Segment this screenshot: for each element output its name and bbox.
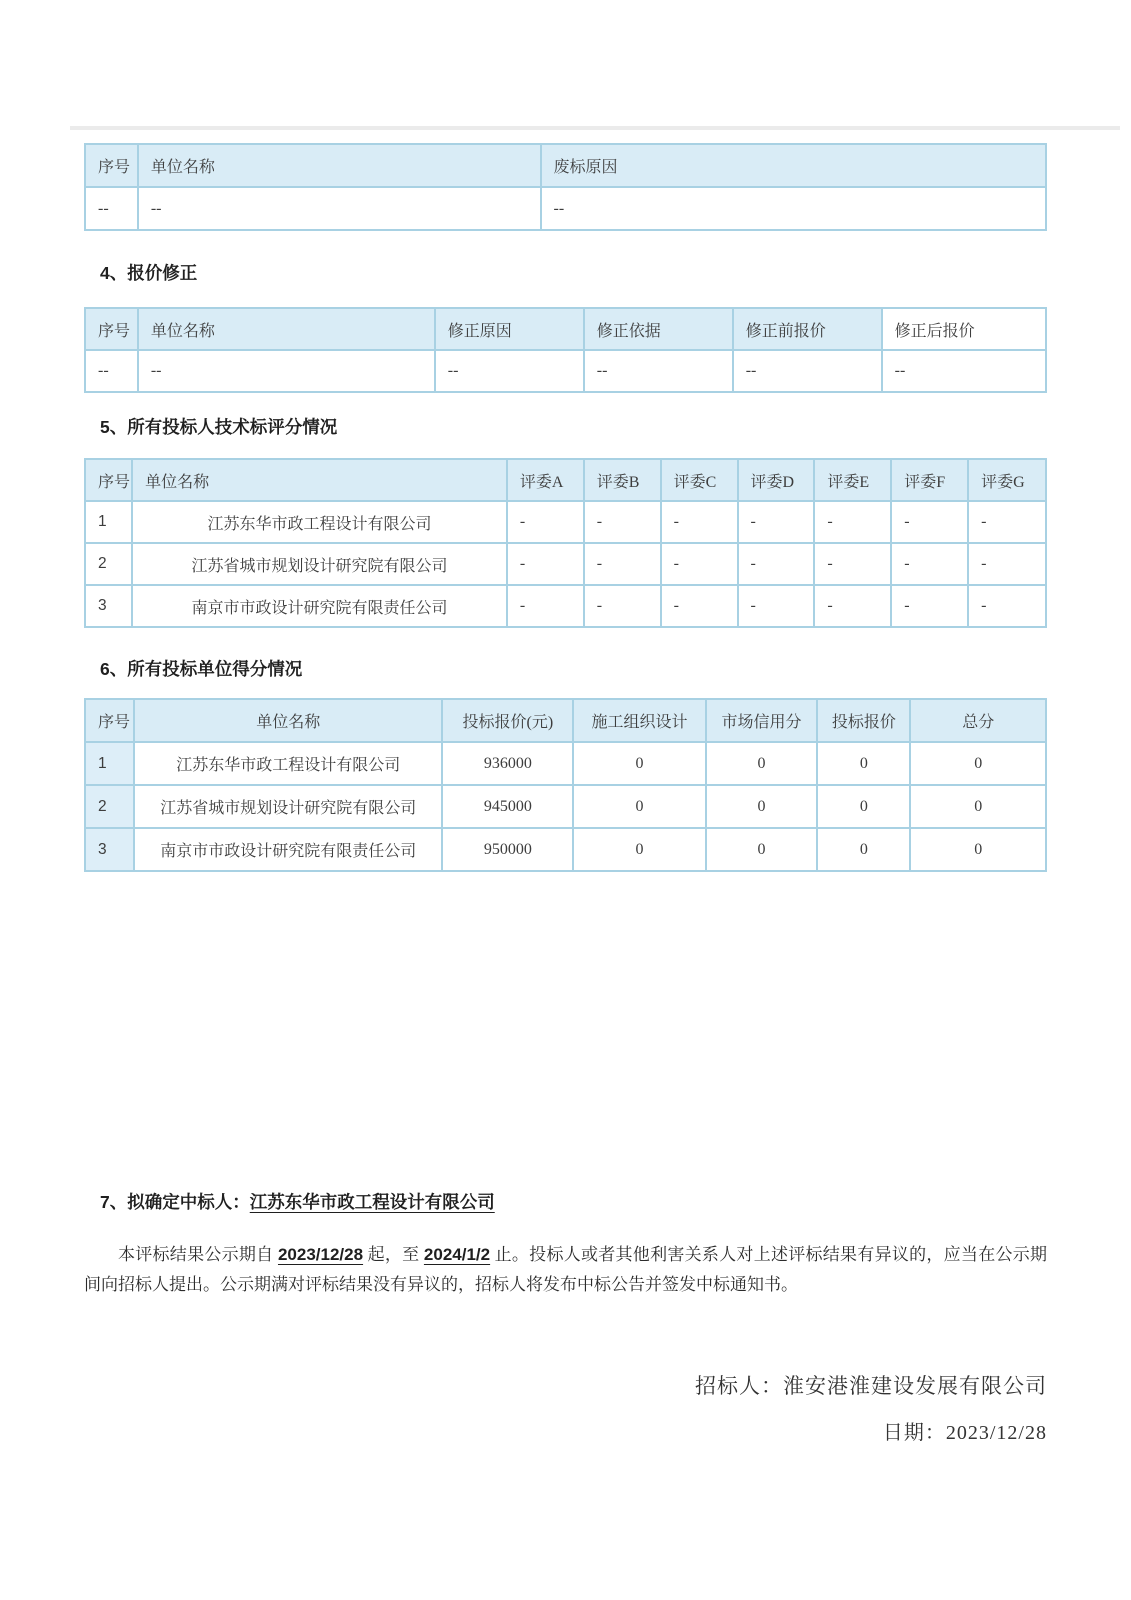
table-cell: - (814, 585, 891, 627)
column-header: 修正前报价 (733, 308, 882, 350)
table-cell: -- (882, 350, 1046, 392)
table-cell: - (814, 501, 891, 543)
column-header: 修正原因 (435, 308, 584, 350)
column-header: 废标原因 (541, 144, 1047, 187)
column-header: 总分 (910, 699, 1046, 742)
column-header: 市场信用分 (706, 699, 817, 742)
table-cell: 江苏东华市政工程设计有限公司 (134, 742, 442, 785)
table-cell: - (584, 585, 661, 627)
date-line: 日期：2023/12/28 (882, 1422, 1047, 1444)
table-cell: 950000 (442, 828, 573, 871)
table-cell: 南京市市政设计研究院有限责任公司 (134, 828, 442, 871)
column-header: 单位名称 (138, 144, 541, 187)
table-cell: - (661, 585, 738, 627)
column-header: 评委A (507, 459, 584, 501)
column-header: 序号 (85, 144, 138, 187)
table-row (85, 785, 1046, 828)
table-row (85, 742, 1046, 785)
table-cell: - (891, 585, 968, 627)
notice-paragraph (84, 1240, 1047, 1300)
rejection-table (84, 143, 1047, 231)
tenderer-line: 招标人：淮安港淮建设发展有限公司 (695, 1374, 1047, 1398)
table-cell: 0 (573, 742, 706, 785)
table-cell: - (738, 585, 815, 627)
table-cell: 1 (85, 742, 134, 785)
column-header: 单位名称 (138, 308, 435, 350)
table-cell: 945000 (442, 785, 573, 828)
column-header: 评委B (584, 459, 661, 501)
table-cell: - (584, 543, 661, 585)
table-cell: -- (138, 187, 541, 230)
notice-text: 止。投标人或者其他利害关系人对上述评标结果有异议的，应当在公示期间向招标人提出。公示期满对评标结果没有异议的，招标人将发布中标公告并签发中标通知书。 (84, 1245, 1048, 1294)
section-winner (100, 1189, 1047, 1214)
table-cell: - (584, 501, 661, 543)
table-header-row (85, 308, 1046, 350)
table-header-row (85, 459, 1046, 501)
table-cell: 0 (910, 785, 1046, 828)
table-cell: -- (584, 350, 733, 392)
notice-text: 本评标结果公示期自 (118, 1245, 278, 1264)
table-cell: 0 (706, 785, 817, 828)
table-cell: 0 (706, 828, 817, 871)
notice-text: 起，至 (363, 1245, 424, 1264)
section-title-price-correction: 4、报价修正 (100, 263, 198, 283)
table-cell: - (738, 501, 815, 543)
table-cell: 南京市市政设计研究院有限责任公司 (132, 585, 507, 627)
table-cell: 2 (85, 543, 132, 585)
column-header: 单位名称 (134, 699, 442, 742)
table-cell: - (507, 585, 584, 627)
column-header: 序号 (85, 699, 134, 742)
column-header: 评委G (968, 459, 1046, 501)
table-cell: - (814, 543, 891, 585)
table-cell: 0 (817, 742, 910, 785)
table-cell: 0 (573, 828, 706, 871)
publicity-end-date: 2024/1/2 (423, 1245, 491, 1264)
section-title-total-scores: 6、所有投标单位得分情况 (100, 659, 303, 679)
table-row (85, 350, 1046, 392)
winner-name: 江苏东华市政工程设计有限公司 (249, 1192, 495, 1212)
table-cell: -- (435, 350, 584, 392)
column-header: 投标报价 (817, 699, 910, 742)
table-cell: 0 (573, 785, 706, 828)
table-cell: - (507, 501, 584, 543)
table-cell: - (968, 585, 1046, 627)
table-cell: 0 (817, 785, 910, 828)
column-header: 施工组织设计 (573, 699, 706, 742)
column-header: 投标报价(元) (442, 699, 573, 742)
column-header: 修正后报价 (882, 308, 1046, 350)
table-cell: 0 (817, 828, 910, 871)
column-header: 评委C (661, 459, 738, 501)
table-cell: - (891, 501, 968, 543)
total-score-table (84, 698, 1047, 872)
table-cell: -- (85, 350, 138, 392)
table-row (85, 187, 1046, 230)
table-cell: 3 (85, 585, 132, 627)
price-correction-table (84, 307, 1047, 393)
table-cell: 3 (85, 828, 134, 871)
table-header-row (85, 699, 1046, 742)
table-cell: 0 (706, 742, 817, 785)
table-header-row (85, 144, 1046, 187)
table-cell: - (738, 543, 815, 585)
table-cell: -- (733, 350, 882, 392)
column-header: 评委F (891, 459, 968, 501)
table-cell: 936000 (442, 742, 573, 785)
section-title-technical-scores: 5、所有投标人技术标评分情况 (100, 417, 338, 437)
table-cell: -- (541, 187, 1047, 230)
table-row (85, 543, 1046, 585)
table-cell: 2 (85, 785, 134, 828)
table-cell: 江苏东华市政工程设计有限公司 (132, 501, 507, 543)
table-cell: - (661, 501, 738, 543)
table-cell: 江苏省城市规划设计研究院有限公司 (134, 785, 442, 828)
winner-label: 7、拟确定中标人： (100, 1192, 250, 1212)
publicity-start-date: 2023/12/28 (277, 1245, 364, 1264)
column-header: 评委E (814, 459, 891, 501)
table-row (85, 585, 1046, 627)
table-cell: - (661, 543, 738, 585)
table-row (85, 501, 1046, 543)
column-header: 修正依据 (584, 308, 733, 350)
table-row (85, 828, 1046, 871)
column-header: 评委D (738, 459, 815, 501)
column-header: 单位名称 (132, 459, 507, 501)
table-cell: 0 (910, 828, 1046, 871)
table-cell: - (507, 543, 584, 585)
table-cell: -- (138, 350, 435, 392)
table-cell: - (968, 501, 1046, 543)
table-cell: -- (85, 187, 138, 230)
technical-score-table (84, 458, 1047, 628)
table-cell: 1 (85, 501, 132, 543)
column-header: 序号 (85, 459, 132, 501)
table-cell: - (968, 543, 1046, 585)
column-header: 序号 (85, 308, 138, 350)
table-cell: 江苏省城市规划设计研究院有限公司 (132, 543, 507, 585)
table-cell: - (891, 543, 968, 585)
table-cell: 0 (910, 742, 1046, 785)
